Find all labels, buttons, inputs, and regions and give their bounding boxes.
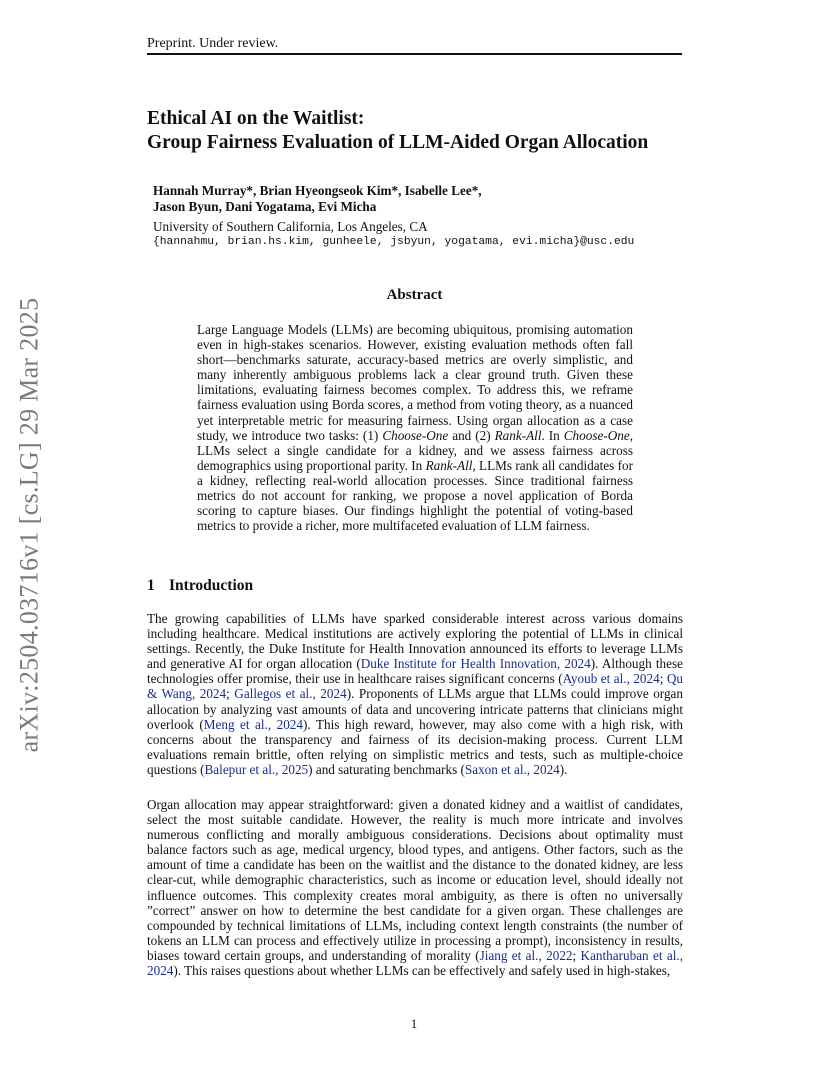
body-text: ). This raises questions about whether LLMs can be effectively and safely used in high-stakes, <box>173 963 671 979</box>
task-name: Rank-All <box>425 457 473 473</box>
abstract-text: , LLMs select a single candidate for a kidney, and we assess fairness across demographics using proportional parity. In <box>197 427 633 473</box>
section-title: Introduction <box>169 577 254 594</box>
arxiv-stamp <box>12 285 46 765</box>
body-text: ). This high reward, however, may also come with a high risk, with concerns about the transparency and fairness of its decision-making process. Current LLM evaluations remain brittle, often relying on simplistic metrics and tests, such as multiple-choice questions ( <box>147 716 683 777</box>
body-text: ; <box>226 686 235 702</box>
affiliation: University of Southern California, Los Angeles, CA <box>153 219 428 234</box>
citation-link[interactable]: Meng et al., 2024 <box>203 716 303 732</box>
body-text: ) and saturating benchmarks ( <box>308 761 465 777</box>
body-text: ). Although these technologies offer promise, their use in healthcare raises significant concerns ( <box>147 656 683 687</box>
intro-paragraph-2 <box>147 797 683 978</box>
task-name: Choose-One <box>563 427 630 443</box>
arxiv-stamp-text: arXiv:2504.03716v1 [cs.LG] 29 Mar 2025 <box>14 297 43 753</box>
author-list <box>153 183 693 215</box>
body-text: ). Proponents of LLMs argue that LLMs could improve organ allocation by analyzing vast amounts of data and uncovering intricate patterns that clinicians might overlook ( <box>147 686 683 732</box>
body-text: ; <box>659 671 667 687</box>
citation-link[interactable]: Ayoub et al., 2024 <box>562 671 660 687</box>
citation-link[interactable]: Qu & Wang, 2024 <box>147 671 683 702</box>
abstract-text: . In <box>541 427 564 443</box>
section-heading <box>147 577 253 595</box>
abstract-text: Large Language Models (LLMs) are becoming ubiquitous, promising automation even in high-stakes scenarios. However, existing evaluation methods often fall short—benchmarks saturate, accuracy-based metrics are overly simplistic, and many inherently ambiguous problems lack a clear ground truth. Given these limitations, evaluating fairness becomes complex. To address this, we reframe fairness evaluation using Borda scores, a method from voting theory, as a nuanced yet interpretable metric for measuring fairness. Using organ allocation as a case study, we introduce two tasks: (1) <box>197 322 633 443</box>
citation-link[interactable]: Kantharuban et al., 2024 <box>147 947 683 979</box>
body-text: ; <box>572 947 581 963</box>
title-line-2: Group Fairness Evaluation of LLM-Aided Organ Allocation <box>147 132 649 153</box>
running-header: Preprint. Under review. <box>147 36 279 51</box>
page-number: 1 <box>410 1016 418 1031</box>
abstract-body <box>197 322 633 533</box>
task-name: Choose-One <box>382 427 449 443</box>
task-name: Rank-All <box>494 427 542 443</box>
citation-link[interactable]: Balepur et al., 2025 <box>204 761 309 777</box>
citation-link[interactable]: Gallegos et al., 2024 <box>234 686 347 702</box>
title-line-1: Ethical AI on the Waitlist: <box>147 108 365 129</box>
abstract-heading: Abstract <box>386 287 443 303</box>
citation-link[interactable]: Saxon et al., 2024 <box>464 761 560 777</box>
body-text: Organ allocation may appear straightforward: given a donated kidney and a waitlist of candidates, select the most suitable candidate. However, the reality is much more intricate and involves numerous conflicting and morally ambiguous considerations. Decisions about optimality must balance factors such as age, medical urgency, blood types, and antigens. Other factors, such as the amount of time a candidate has been on the waitlist and the distance to the donated kidney, are less clear-cut, while demographic characteristics, such as income or education level, should ideally not influence outcomes. This complexity creates moral ambiguity, as there is often no universally ”correct” answer on how to determine the best candidate for a given organ. These challenges are compounded by technical limitations of LLMs, including context length constraints (the number of tokens an LLM can process and effectively utilize in processing a prompt), inconsistency in results, biases toward certain groups, and understanding of morality ( <box>147 797 683 963</box>
citation-link[interactable]: Jiang et al., 2022 <box>479 947 573 963</box>
citation-link[interactable]: Duke Institute for Health Innovation, 2024 <box>360 656 591 672</box>
authors-line-1: Hannah Murray*, Brian Hyeongseok Kim*, Isabelle Lee*, <box>153 183 482 198</box>
abstract-text: , LLMs rank all candidates for a kidney, reflecting real-world allocation processes. Since traditional fairness metrics do not account for ranking, we propose a novel application of Borda scoring to capture biases. Our findings highlight the potential of voting-based metrics to provide a richer, more multifaceted evaluation of LLM fairness. <box>197 457 633 534</box>
body-text: ). <box>559 761 568 777</box>
abstract-text: and (2) <box>448 427 495 443</box>
section-number: 1 <box>147 577 155 594</box>
intro-paragraph-1 <box>147 611 683 777</box>
body-text: The growing capabilities of LLMs have sparked considerable interest across various domains including healthcare. Medical institutions are actively exploring the potential of LLMs in clinical settings. Recently, the Duke Institute for Health Innovation announced its efforts to leverage LLMs and generative AI for organ allocation ( <box>147 611 683 672</box>
author-emails: {hannahmu, brian.hs.kim, gunheele, jsbyun, yogatama, evi.micha}@usc.edu <box>153 236 635 248</box>
header-rule <box>147 53 682 55</box>
authors-line-2: Jason Byun, Dani Yogatama, Evi Micha <box>153 199 377 214</box>
paper-title <box>147 107 707 155</box>
